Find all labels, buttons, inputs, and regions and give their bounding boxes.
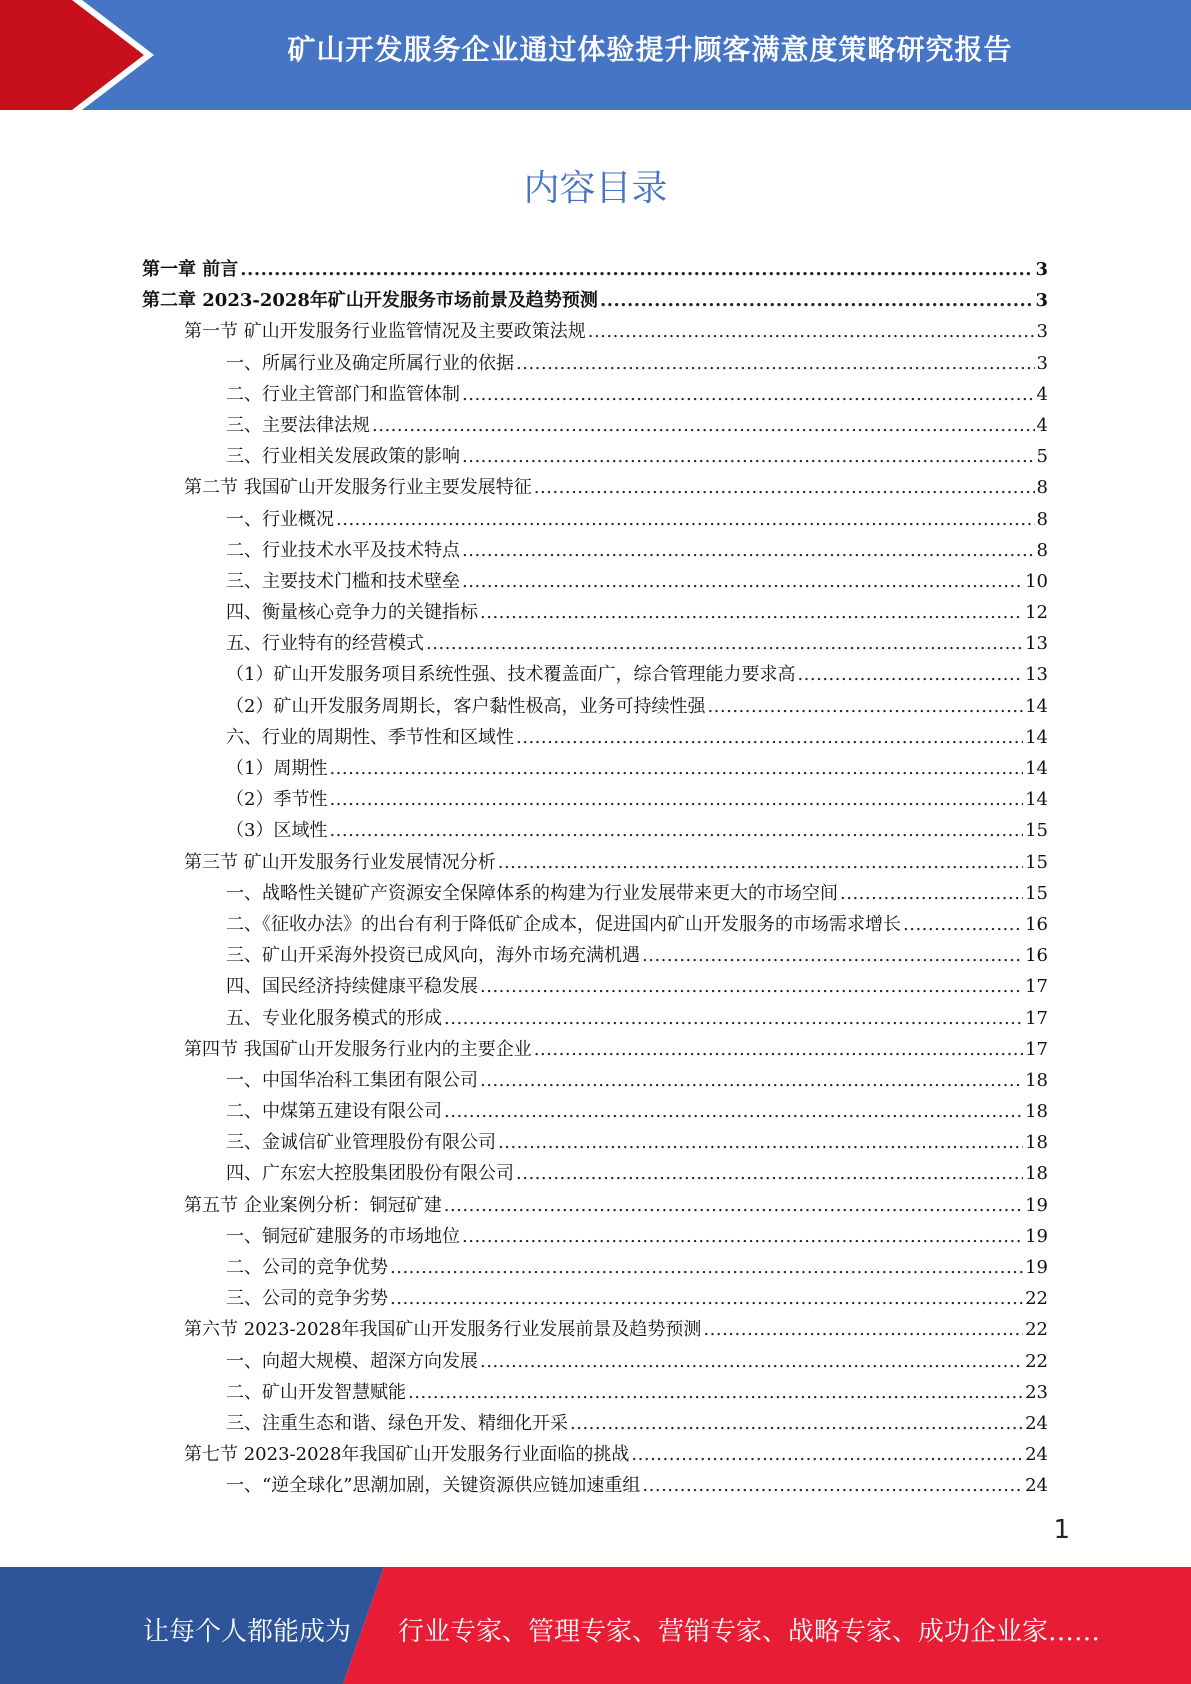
- toc-entry-title: 三、公司的竞争劣势: [226, 1288, 388, 1310]
- toc-entry[interactable]: [142, 722, 1048, 753]
- toc-entry-page: 14: [1025, 726, 1048, 748]
- toc-dot-leader: [797, 659, 1023, 690]
- toc-entry-title: 三、主要技术门槛和技术壁垒: [226, 570, 460, 592]
- toc-dot-leader: [840, 878, 1023, 909]
- toc-entry-title: 一、行业概况: [226, 508, 334, 530]
- toc-entry-title: 三、主要法律法规: [226, 414, 370, 436]
- toc-entry[interactable]: [142, 784, 1048, 815]
- toc-dot-leader: [642, 1470, 1023, 1501]
- toc-entry-title: （2）矿山开发服务周期长，客户黏性极高，业务可持续性强: [226, 695, 706, 717]
- toc-entry-page: 18: [1025, 1069, 1048, 1091]
- toc-entry[interactable]: [142, 878, 1048, 909]
- toc-entry-title: 第六节 2023-2028年我国矿山开发服务行业发展前景及趋势预测: [184, 1319, 702, 1341]
- toc-dot-leader: [462, 1221, 1023, 1252]
- toc-dot-leader: [534, 472, 1035, 503]
- toc-entry-page: 14: [1025, 695, 1048, 717]
- toc-entry-page: 13: [1025, 633, 1048, 655]
- toc-dot-leader: [462, 379, 1035, 410]
- toc-entry[interactable]: [142, 1439, 1048, 1470]
- toc-entry-page: 3: [1036, 352, 1048, 374]
- toc-entry-page: 13: [1025, 664, 1048, 686]
- toc-entry-page: 17: [1025, 1007, 1048, 1029]
- toc-entry-page: 8: [1036, 539, 1048, 561]
- toc-dot-leader: [480, 597, 1023, 628]
- report-title: 矿山开发服务企业通过体验提升顾客满意度策略研究报告: [287, 33, 1013, 66]
- toc-entry[interactable]: [142, 379, 1048, 410]
- toc-dot-leader: [498, 847, 1023, 878]
- toc-entry-page: 19: [1025, 1225, 1048, 1247]
- toc-entry[interactable]: [142, 316, 1048, 347]
- toc-dot-leader: [516, 348, 1035, 379]
- toc-dot-leader: [462, 441, 1035, 472]
- toc-entry-title: 一、战略性关键矿产资源安全保障体系的构建为行业发展带来更大的市场空间: [226, 882, 838, 904]
- toc-entry[interactable]: [142, 971, 1048, 1002]
- toc-entry-title: 第三节 矿山开发服务行业发展情况分析: [184, 851, 496, 873]
- toc-entry-title: 四、国民经济持续健康平稳发展: [226, 976, 478, 998]
- toc-entry[interactable]: [142, 1283, 1048, 1314]
- toc-entry-title: 四、衡量核心竞争力的关键指标: [226, 602, 478, 624]
- toc-entry[interactable]: [142, 909, 1048, 940]
- toc-dot-leader: [372, 410, 1035, 441]
- red-chevron-graphic: [0, 0, 160, 110]
- toc-entry-title: 一、所属行业及确定所属行业的依据: [226, 352, 514, 374]
- toc-entry-page: 19: [1025, 1194, 1048, 1216]
- toc-dot-leader: [480, 1346, 1023, 1377]
- toc-entry-title: 第四节 我国矿山开发服务行业内的主要企业: [184, 1038, 532, 1060]
- toc-entry-page: 16: [1025, 913, 1048, 935]
- toc-entry-title: 二、矿山开发智慧赋能: [226, 1381, 406, 1403]
- toc-dot-leader: [570, 1408, 1023, 1439]
- toc-entry-title: 一、铜冠矿建服务的市场地位: [226, 1225, 460, 1247]
- toc-entry-page: 8: [1036, 508, 1048, 530]
- toc-entry-page: 23: [1025, 1381, 1048, 1403]
- toc-entry[interactable]: [142, 1252, 1048, 1283]
- toc-entry[interactable]: [142, 285, 1048, 316]
- toc-dot-leader: [600, 285, 1034, 316]
- toc-entry-title: 四、广东宏大控股集团股份有限公司: [226, 1163, 514, 1185]
- toc-dot-leader: [498, 1127, 1023, 1158]
- toc-entry-title: 三、注重生态和谐、绿色开发、精细化开采: [226, 1412, 568, 1434]
- toc-entry[interactable]: [142, 628, 1048, 659]
- toc-entry-page: 17: [1025, 976, 1048, 998]
- footer-slogan-left: 让每个人都能成为: [143, 1617, 352, 1647]
- toc-entry-title: 二、公司的竞争优势: [226, 1257, 388, 1278]
- toc-entry[interactable]: [142, 1158, 1048, 1189]
- toc-dot-leader: [329, 784, 1023, 815]
- toc-dot-leader: [642, 940, 1023, 971]
- toc-entry-page: 3: [1036, 321, 1048, 343]
- toc-entry-page: 17: [1025, 1038, 1048, 1060]
- toc-entry[interactable]: [142, 753, 1048, 784]
- toc-entry-title: 第二节 我国矿山开发服务行业主要发展特征: [184, 477, 532, 499]
- toc-dot-leader: [444, 1190, 1023, 1221]
- toc-entry-title: 五、行业特有的经营模式: [226, 633, 424, 655]
- toc-entry[interactable]: [142, 1190, 1048, 1221]
- toc-entry[interactable]: [142, 597, 1048, 628]
- toc-dot-leader: [534, 1034, 1023, 1065]
- toc-entry-page: 4: [1036, 383, 1048, 405]
- toc-entry-page: 18: [1025, 1163, 1048, 1185]
- toc-entry-page: 24: [1025, 1412, 1048, 1434]
- toc-entry[interactable]: [142, 441, 1048, 472]
- toc-entry-page: 15: [1025, 820, 1048, 842]
- toc-entry-page: 3: [1035, 290, 1048, 312]
- toc-entry-page: 15: [1025, 882, 1048, 904]
- toc-dot-leader: [329, 815, 1023, 846]
- toc-entry[interactable]: [142, 1034, 1048, 1065]
- toc-entry[interactable]: [142, 1408, 1048, 1439]
- toc-entry[interactable]: [142, 1065, 1048, 1096]
- toc-entry-page: 18: [1025, 1101, 1048, 1123]
- toc-entry-page: 15: [1025, 851, 1048, 873]
- toc-dot-leader: [462, 566, 1023, 597]
- toc-dot-leader: [408, 1377, 1023, 1408]
- toc-entry-title: 二、行业主管部门和监管体制: [226, 383, 460, 405]
- toc-entry[interactable]: [142, 847, 1048, 878]
- toc-entry-page: 16: [1025, 945, 1048, 967]
- toc-dot-leader: [707, 691, 1023, 722]
- toc-entry-title: 第二章 2023-2028年矿山开发服务市场前景及趋势预测: [142, 290, 598, 312]
- toc-entry[interactable]: [142, 815, 1048, 846]
- toc-entry[interactable]: [142, 940, 1048, 971]
- toc-entry-title: （1）矿山开发服务项目系统性强、技术覆盖面广，综合管理能力要求高: [226, 664, 796, 686]
- toc-dot-leader: [390, 1252, 1023, 1283]
- page-number: 1: [1053, 1515, 1070, 1545]
- toc-dot-leader: [631, 1439, 1023, 1470]
- toc-dot-leader: [516, 722, 1023, 753]
- toc-entry-title: 一、中国华冶科工集团有限公司: [226, 1069, 478, 1091]
- toc-entry-page: 14: [1025, 758, 1048, 779]
- toc-entry-title: 第一节 矿山开发服务行业监管情况及主要政策法规: [184, 321, 586, 343]
- toc-entry-page: 5: [1036, 446, 1048, 468]
- toc-entry-page: 18: [1025, 1132, 1048, 1154]
- toc-dot-leader: [703, 1314, 1023, 1345]
- toc-entry-title: 一、“逆全球化”思潮加剧，关键资源供应链加速重组: [226, 1475, 641, 1497]
- toc-entry-title: （3）区域性: [226, 820, 328, 842]
- toc-dot-leader: [444, 1003, 1023, 1034]
- toc-entry[interactable]: [142, 1096, 1048, 1127]
- toc-dot-leader: [462, 535, 1035, 566]
- toc-entry[interactable]: [142, 1470, 1048, 1501]
- toc-entry[interactable]: [142, 472, 1048, 503]
- toc-entry[interactable]: [142, 1314, 1048, 1345]
- toc-entry-title: （1）周期性: [226, 758, 328, 779]
- toc-entry-title: 第五节 企业案例分析：铜冠矿建: [184, 1194, 442, 1216]
- toc-dot-leader: [516, 1158, 1023, 1189]
- toc-entry-title: （2）季节性: [226, 789, 328, 811]
- toc-entry-page: 12: [1025, 602, 1048, 624]
- toc-entry-title: 三、行业相关发展政策的影响: [226, 446, 460, 468]
- toc-entry[interactable]: [142, 410, 1048, 441]
- toc-entry-title: 三、矿山开采海外投资已成风向，海外市场充满机遇: [226, 945, 640, 967]
- toc-dot-leader: [480, 1065, 1023, 1096]
- toc-entry[interactable]: [142, 504, 1048, 535]
- toc-entry-page: 19: [1025, 1257, 1048, 1278]
- toc-entry-title: 二、中煤第五建设有限公司: [226, 1101, 442, 1123]
- toc-entry-page: 14: [1025, 789, 1048, 811]
- toc-entry-title: 五、专业化服务模式的形成: [226, 1007, 442, 1029]
- toc-entry[interactable]: [142, 348, 1048, 379]
- toc-entry[interactable]: [142, 1003, 1048, 1034]
- toc-entry-title: 一、向超大规模、超深方向发展: [226, 1350, 478, 1372]
- toc-entry-title: 第一章 前言: [142, 259, 239, 280]
- toc-entry[interactable]: [142, 1221, 1048, 1252]
- footer-slogan-right: 行业专家、管理专家、营销专家、战略专家、成功企业家……: [398, 1617, 1101, 1647]
- toc-entry-title: 三、金诚信矿业管理股份有限公司: [226, 1132, 496, 1154]
- toc-dot-leader: [444, 1096, 1023, 1127]
- toc-entry[interactable]: [142, 1127, 1048, 1158]
- toc-entry[interactable]: [142, 535, 1048, 566]
- toc-entry[interactable]: [142, 254, 1048, 285]
- toc-entry[interactable]: [142, 1377, 1048, 1408]
- toc-entry[interactable]: [142, 1346, 1048, 1377]
- toc-entry-page: 22: [1025, 1319, 1048, 1341]
- toc-dot-leader: [336, 504, 1035, 535]
- toc-entry-title: 二、《征收办法》的出台有利于降低矿企成本，促进国内矿山开发服务的市场需求增长: [226, 913, 901, 935]
- toc-entry-page: 24: [1025, 1475, 1048, 1497]
- toc-entry-page: 3: [1035, 259, 1048, 280]
- toc-entry-page: 22: [1025, 1288, 1048, 1310]
- toc-entry[interactable]: [142, 691, 1048, 722]
- toc-heading: 内容目录: [523, 168, 668, 209]
- toc-dot-leader: [426, 628, 1023, 659]
- toc-dot-leader: [240, 254, 1033, 285]
- toc-entry[interactable]: [142, 659, 1048, 690]
- toc-entry-title: 六、行业的周期性、季节性和区域性: [226, 726, 514, 748]
- table-of-contents: [142, 254, 1048, 1502]
- toc-dot-leader: [480, 971, 1023, 1002]
- toc-entry-page: 22: [1025, 1350, 1048, 1372]
- toc-entry-page: 8: [1036, 477, 1048, 499]
- page-header: [0, 0, 1191, 110]
- toc-entry-page: 24: [1025, 1444, 1048, 1466]
- toc-dot-leader: [329, 753, 1023, 784]
- toc-entry-page: 4: [1036, 414, 1048, 436]
- toc-dot-leader: [588, 316, 1035, 347]
- toc-dot-leader: [390, 1283, 1023, 1314]
- toc-entry[interactable]: [142, 566, 1048, 597]
- toc-dot-leader: [903, 909, 1023, 940]
- toc-entry-page: 10: [1025, 570, 1048, 592]
- toc-entry-title: 第七节 2023-2028年我国矿山开发服务行业面临的挑战: [184, 1444, 630, 1466]
- toc-entry-title: 二、行业技术水平及技术特点: [226, 539, 460, 561]
